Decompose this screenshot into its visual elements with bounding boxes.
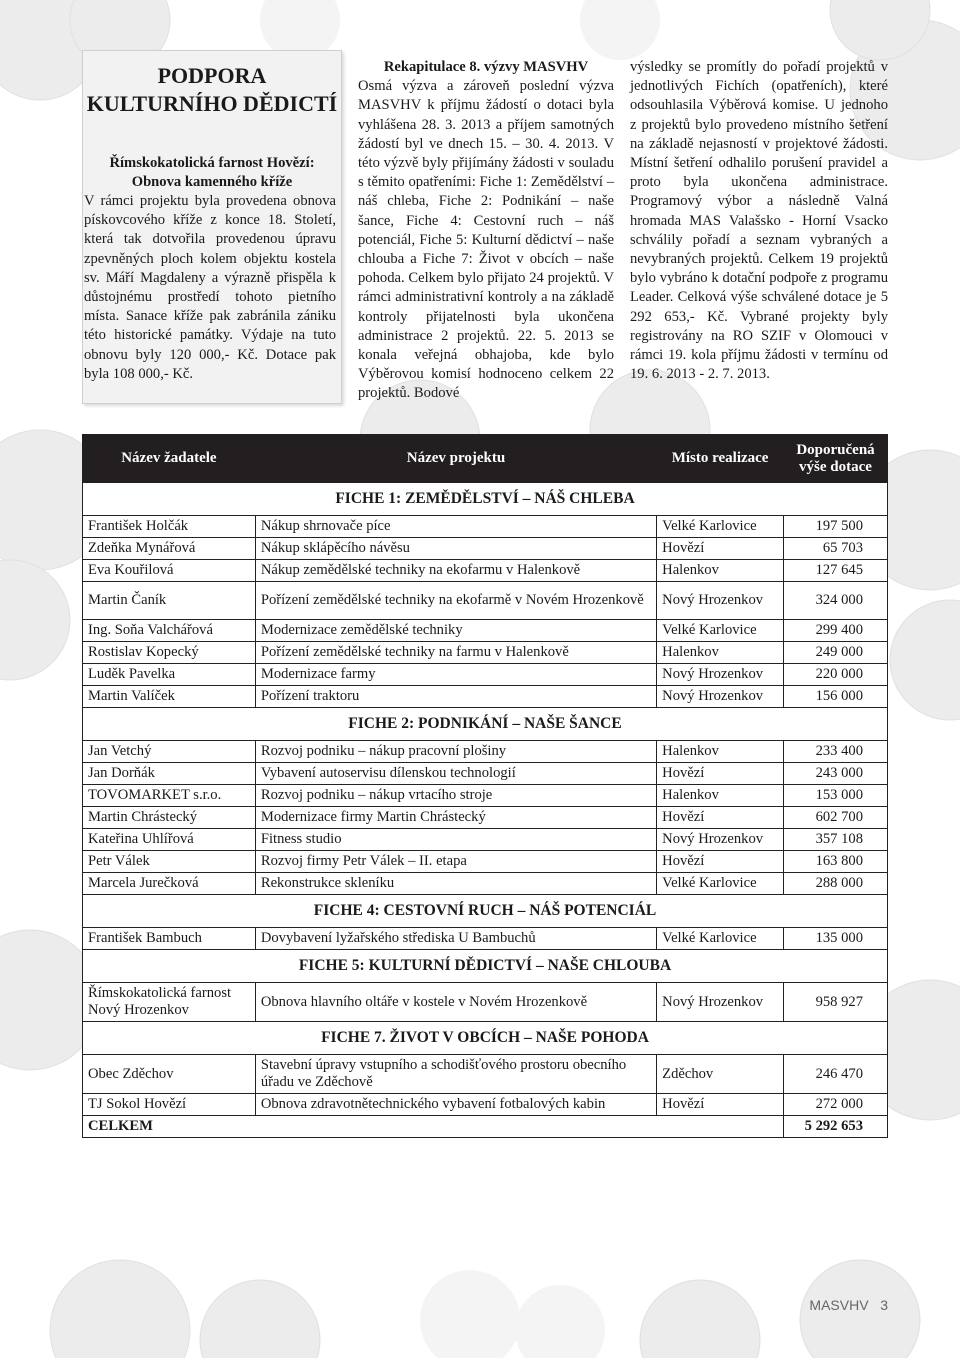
project-cell: Pořízení traktoru bbox=[255, 686, 656, 708]
table-row bbox=[83, 1094, 888, 1116]
amount-cell: 65 703 bbox=[784, 538, 888, 560]
table-row bbox=[83, 516, 888, 538]
table-row bbox=[83, 807, 888, 829]
table-row bbox=[83, 873, 888, 895]
table-body bbox=[83, 483, 888, 1138]
place-cell: Zděchov bbox=[657, 1055, 784, 1094]
table-row bbox=[83, 582, 888, 620]
section-title: FICHE 2: PODNIKÁNÍ – NAŠE ŠANCE bbox=[83, 708, 888, 741]
place-cell: Nový Hrozenkov bbox=[657, 686, 784, 708]
table-row bbox=[83, 560, 888, 582]
applicant-cell: Martin Čaník bbox=[83, 582, 256, 620]
amount-cell: 233 400 bbox=[784, 741, 888, 763]
table-row bbox=[83, 741, 888, 763]
table-row bbox=[83, 538, 888, 560]
applicant-cell: Kateřina Uhlířová bbox=[83, 829, 256, 851]
applicant-cell: Římskokatolická farnost Nový Hrozenkov bbox=[83, 983, 256, 1022]
place-cell: Hovězí bbox=[657, 851, 784, 873]
amount-cell: 958 927 bbox=[784, 983, 888, 1022]
applicant-cell: Ing. Soňa Valchářová bbox=[83, 620, 256, 642]
header-place: Místo realizace bbox=[657, 435, 784, 483]
place-cell: Halenkov bbox=[657, 785, 784, 807]
project-cell: Stavební úpravy vstupního a schodišťového prostoru obecního úřadu ve Zděchově bbox=[255, 1055, 656, 1094]
amount-cell: 220 000 bbox=[784, 664, 888, 686]
amount-cell: 357 108 bbox=[784, 829, 888, 851]
box-subtitle-org: Římskokatolická farnost Hovězí: bbox=[109, 155, 315, 171]
place-cell: Hovězí bbox=[657, 763, 784, 785]
amount-cell: 246 470 bbox=[784, 1055, 888, 1094]
amount-cell: 602 700 bbox=[784, 807, 888, 829]
amount-cell: 153 000 bbox=[784, 785, 888, 807]
page-footer bbox=[809, 1297, 888, 1313]
header-applicant: Název žadatele bbox=[83, 435, 256, 483]
table-row bbox=[83, 983, 888, 1022]
project-cell: Obnova zdravotnětechnického vybavení fotbalových kabin bbox=[255, 1094, 656, 1116]
header-amount: Doporučená výše dotace bbox=[784, 435, 888, 483]
place-cell: Hovězí bbox=[657, 1094, 784, 1116]
table-row bbox=[83, 642, 888, 664]
place-cell: Nový Hrozenkov bbox=[657, 829, 784, 851]
table-row bbox=[83, 829, 888, 851]
results-column bbox=[630, 58, 888, 384]
project-cell: Dovybavení lyžařského střediska U Bambuchů bbox=[255, 928, 656, 950]
project-cell: Rozvoj podniku – nákup vrtacího stroje bbox=[255, 785, 656, 807]
header-project: Název projektu bbox=[255, 435, 656, 483]
project-cell: Fitness studio bbox=[255, 829, 656, 851]
place-cell: Halenkov bbox=[657, 642, 784, 664]
project-cell: Nákup zemědělské techniky na ekofarmu v Halenkově bbox=[255, 560, 656, 582]
amount-cell: 156 000 bbox=[784, 686, 888, 708]
applicant-cell: František Bambuch bbox=[83, 928, 256, 950]
place-cell: Velké Karlovice bbox=[657, 516, 784, 538]
applicant-cell: Martin Chrástecký bbox=[83, 807, 256, 829]
project-cell: Modernizace firmy Martin Chrástecký bbox=[255, 807, 656, 829]
applicant-cell: Luděk Pavelka bbox=[83, 664, 256, 686]
section-title: FICHE 7. ŽIVOT V OBCÍCH – NAŠE POHODA bbox=[83, 1022, 888, 1055]
applicant-cell: Marcela Jurečková bbox=[83, 873, 256, 895]
total-label: CELKEM bbox=[83, 1116, 784, 1138]
recap-text: Osmá výzva a zároveň poslední výzva MASVHV k příjmu žádostí o dotaci byla vyhlášena 28. 3. 2013 a příjem samotných žádostí byl ve dnech 15. – 30. 4. 2013. V této výzvě byly přijímány žádosti v souladu s těmito opatřeními: Fiche 1: Zemědělství – náš chleba, Fiche 2: Podnikání – naše šance, Fiche 4: Cestovní ruch – náš potenciál, Fiche 5: Kulturní dědictví – naše chlouba a Fiche 7: Život v obcích – naše pohoda. Celkem bylo přijato 24 projektů. V rámci administrativní kontroly a na základě kontroly přijatelnosti byla ukončena administrace 2 projektů. 22. 5. 2013 se konala veřejná obhajoba, kde bylo Výběrovou komisí hodnoceno celkem 22 projektů. Bodové bbox=[358, 78, 614, 402]
project-cell: Nákup shrnovače píce bbox=[255, 516, 656, 538]
amount-cell: 299 400 bbox=[784, 620, 888, 642]
place-cell: Velké Karlovice bbox=[657, 873, 784, 895]
table-row bbox=[83, 763, 888, 785]
amount-cell: 197 500 bbox=[784, 516, 888, 538]
project-cell: Rozvoj firmy Petr Válek – II. etapa bbox=[255, 851, 656, 873]
applicant-cell: Jan Vetchý bbox=[83, 741, 256, 763]
project-cell: Obnova hlavního oltáře v kostele v Novém Hrozenkově bbox=[255, 983, 656, 1022]
applicant-cell: TOVOMARKET s.r.o. bbox=[83, 785, 256, 807]
applicant-cell: Rostislav Kopecký bbox=[83, 642, 256, 664]
section-title: FICHE 1: ZEMĚDĚLSTVÍ – NÁŠ CHLEBA bbox=[83, 483, 888, 516]
amount-cell: 324 000 bbox=[784, 582, 888, 620]
table-row bbox=[83, 785, 888, 807]
applicant-cell: Zdeňka Mynářová bbox=[83, 538, 256, 560]
project-cell: Modernizace zemědělské techniky bbox=[255, 620, 656, 642]
box-subtitle-project: Obnova kamenného kříže bbox=[131, 174, 293, 191]
applicant-cell: František Holčák bbox=[83, 516, 256, 538]
table-row bbox=[83, 686, 888, 708]
table-row bbox=[83, 620, 888, 642]
project-cell: Pořízení zemědělské techniky na farmu v Halenkově bbox=[255, 642, 656, 664]
place-cell: Nový Hrozenkov bbox=[657, 983, 784, 1022]
place-cell: Hovězí bbox=[657, 807, 784, 829]
project-cell: Vybavení autoservisu dílenskou technologií bbox=[255, 763, 656, 785]
place-cell: Velké Karlovice bbox=[657, 928, 784, 950]
applicant-cell: Eva Kouřilová bbox=[83, 560, 256, 582]
applicant-cell: TJ Sokol Hovězí bbox=[83, 1094, 256, 1116]
table-row bbox=[83, 928, 888, 950]
amount-cell: 127 645 bbox=[784, 560, 888, 582]
applicant-cell: Obec Zděchov bbox=[83, 1055, 256, 1094]
applicant-cell: Jan Dorňák bbox=[83, 763, 256, 785]
projects-table bbox=[82, 434, 888, 1138]
place-cell: Halenkov bbox=[657, 741, 784, 763]
table-row bbox=[83, 1055, 888, 1094]
box-subtitle bbox=[82, 154, 342, 192]
amount-cell: 249 000 bbox=[784, 642, 888, 664]
amount-cell: 135 000 bbox=[784, 928, 888, 950]
total-row bbox=[83, 1116, 888, 1138]
amount-cell: 163 800 bbox=[784, 851, 888, 873]
applicant-cell: Petr Válek bbox=[83, 851, 256, 873]
table-row bbox=[83, 851, 888, 873]
page-number: 3 bbox=[880, 1297, 888, 1313]
results-text: výsledky se promítly do pořadí projektů v jednotlivých Fichích (opatřeních), které odsouhlasila Výběrová komise. U jednoho z projektů bylo provedeno místního šetření na základě nejasností v projektové žádosti. Místní šetření odhalilo porušení pravidel a proto byla ukončena administrace. Programový výbor a následně Valná hromada MAS Valašsko - Horní Vsacko schválily pořadí a seznam vybraných a nevybraných projektů. Celkem 19 projektů bylo vybráno k dotační podpoře z programu Leader. Celková výše schválené dotace je 5 292 653,- Kč. Vybrané projekty byly registrovány na RO SZIF v Olomouci v rámci 19. kola příjmu žádosti v termínu od 19. 6. 2013 - 2. 7. 2013. bbox=[630, 59, 888, 383]
applicant-cell: Martin Valíček bbox=[83, 686, 256, 708]
recap-column bbox=[358, 58, 614, 404]
section-title: FICHE 4: CESTOVNÍ RUCH – NÁŠ POTENCIÁL bbox=[83, 895, 888, 928]
total-value: 5 292 653 bbox=[784, 1116, 888, 1138]
place-cell: Hovězí bbox=[657, 538, 784, 560]
amount-cell: 243 000 bbox=[784, 763, 888, 785]
box-text: V rámci projektu byla provedena obnova pískovcového kříže z konce 18. Století, která tak dotvořila provedenou úpravu zpevněných ploch kolem objektu kostela sv. Máří Magdaleny a výrazně přispěla k důstojnému prostředí tohoto pietního místa. Sanace kříže pak zabránila zániku této historické památky. Výdaje na tuto obnovu byly 120 000,- Kč. Dotace pak byla 108 000,- Kč. bbox=[84, 193, 336, 382]
place-cell: Nový Hrozenkov bbox=[657, 664, 784, 686]
place-cell: Velké Karlovice bbox=[657, 620, 784, 642]
section-title: FICHE 5: KULTURNÍ DĚDICTVÍ – NAŠE CHLOUBA bbox=[83, 950, 888, 983]
amount-cell: 272 000 bbox=[784, 1094, 888, 1116]
project-cell: Rozvoj podniku – nákup pracovní plošiny bbox=[255, 741, 656, 763]
footer-label: MASVHV bbox=[809, 1297, 869, 1313]
recap-heading: Rekapitulace 8. výzvy MASVHV bbox=[383, 59, 589, 75]
project-cell: Pořízení zemědělské techniky na ekofarmě v Novém Hrozenkově bbox=[255, 582, 656, 620]
place-cell: Halenkov bbox=[657, 560, 784, 582]
box-title: PODPORA KULTURNÍHO DĚDICTÍ bbox=[86, 63, 338, 116]
project-cell: Nákup sklápěcího návěsu bbox=[255, 538, 656, 560]
amount-cell: 288 000 bbox=[784, 873, 888, 895]
table-row bbox=[83, 664, 888, 686]
project-cell: Rekonstrukce skleníku bbox=[255, 873, 656, 895]
place-cell: Nový Hrozenkov bbox=[657, 582, 784, 620]
project-cell: Modernizace farmy bbox=[255, 664, 656, 686]
